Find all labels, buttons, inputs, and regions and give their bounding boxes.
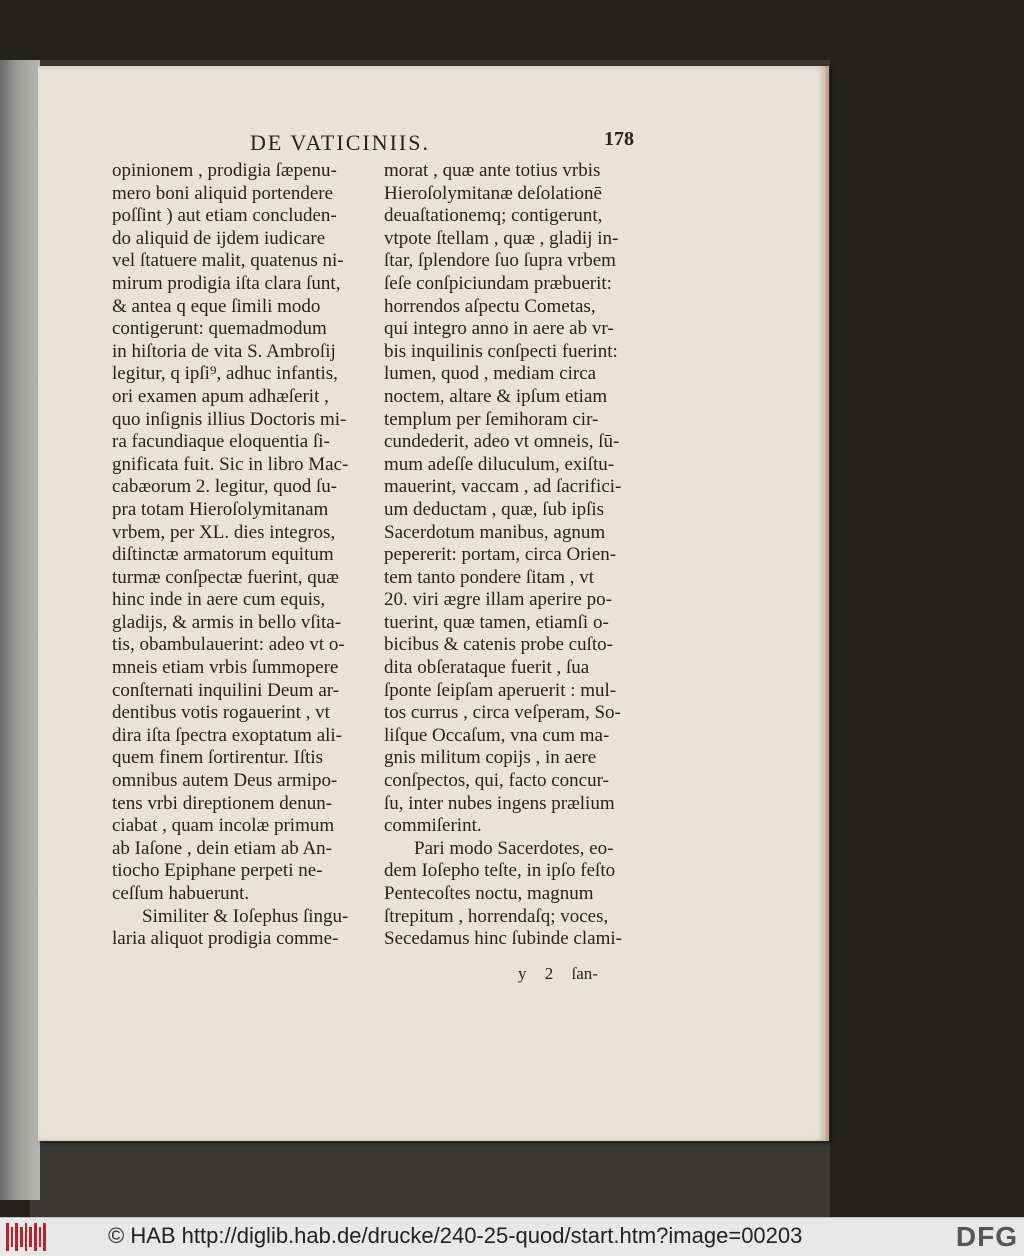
text-line: ceſſum habuerunt.: [112, 883, 250, 904]
text-line: mum adeſſe diluculum, exiſtu-: [384, 453, 615, 475]
text-line: gnificata fuit. Sic in libro Mac-: [112, 453, 349, 475]
text-line: cabæorum 2. legitur, quod ſu-: [112, 476, 338, 498]
text-line: ſu, inter nubes ingens prælium: [384, 792, 615, 814]
text-line: vel ſtatuere malit, quatenus ni-: [112, 250, 344, 272]
text-line: mero boni aliquid portendere: [112, 182, 334, 204]
text-line: vrbem, per XL. dies integros,: [112, 521, 336, 543]
text-line: & antea q eque ſimili modo: [112, 295, 321, 317]
text-line: ciabat , quam incolæ primum: [112, 815, 335, 837]
text-line: dira iſta ſpectra exoptatum ali-: [112, 724, 343, 746]
text-line: dentibus votis rogauerint , vt: [112, 702, 330, 724]
copyright-url-text: © HAB http://diglib.hab.de/drucke/240-25-quod/start.htm?image=00203: [108, 1223, 803, 1248]
text-line: qui integro anno in aere ab vr-: [384, 318, 614, 340]
text-line: conſpectos, qui, facto concur-: [384, 770, 609, 792]
text-line: Pentecoſtes noctu, magnum: [384, 883, 594, 904]
right-text-column: [384, 160, 646, 951]
signature-catchword-line: [518, 964, 598, 984]
text-line: omnibus autem Deus armipo-: [112, 770, 338, 792]
text-line: ſtar, ſplendore ſuo ſupra vrbem: [384, 250, 616, 272]
text-line: do aliquid de ijdem iudicare: [112, 227, 326, 249]
dfg-logo: DFG: [955, 1221, 1018, 1252]
text-line: horrendos aſpectu Cometas,: [384, 295, 596, 317]
text-line: ſponte ſeipſam aperuerit : mul-: [384, 679, 617, 701]
text-line: lumen, quod , mediam circa: [384, 363, 597, 385]
text-line: pra totam Hieroſolymitanam: [112, 498, 329, 520]
text-line: ſtrepitum , horrendaſq; voces,: [384, 905, 609, 927]
page-number: 178: [604, 128, 634, 150]
text-line: opinionem , prodigia ſæpenu-: [112, 160, 337, 181]
text-line: diſtinctæ armatorum equitum: [112, 544, 334, 566]
text-line: laria aliquot prodigia comme-: [112, 928, 339, 950]
text-line: quo inſignis illius Doctoris mi-: [112, 408, 347, 430]
text-line: quem finem ſortirentur. Iſtis: [112, 747, 324, 769]
text-line: ab Iaſone , dein etiam ab An-: [112, 837, 333, 859]
text-line: noctem, altare & ipſum etiam: [384, 385, 608, 407]
text-line: cundederit, adeo vt omneis, ſū-: [384, 431, 620, 453]
text-line: Secedamus hinc ſubinde clami-: [384, 928, 622, 950]
text-line: tens vrbi direptionem denun-: [112, 792, 333, 814]
text-line: in hiſtoria de vita S. Ambroſij: [112, 340, 336, 362]
text-line: deuaſtationemq; contigerunt,: [384, 205, 603, 227]
left-text-column: [112, 160, 374, 951]
text-line: contigerunt: quemadmodum: [112, 318, 327, 340]
text-line: ori examen apum adhæſerit ,: [112, 385, 329, 407]
previous-page-edge: [0, 60, 40, 1200]
text-line: turmæ conſpectæ fuerint, quæ: [112, 566, 339, 588]
text-line: Similiter & Ioſephus ſingu-: [142, 905, 349, 927]
text-line: liſque Occaſum, vna cum ma-: [384, 724, 610, 746]
text-line: tiocho Epiphane perpeti ne-: [112, 860, 323, 882]
text-line: poſſint ) aut etiam concluden-: [112, 205, 337, 227]
text-line: tis, obambulauerint: adeo vt o-: [112, 634, 345, 656]
text-line: um deductam , quæ, ſub ipſis: [384, 498, 605, 520]
text-line: bicibus & catenis probe cuſto-: [384, 634, 613, 656]
text-line: tuerint, quæ tamen, etiamſi o-: [384, 611, 609, 633]
text-line: mneis etiam vrbis ſummopere: [112, 657, 339, 679]
text-line: gladijs, & armis in bello vſita-: [112, 611, 342, 633]
text-line: morat , quæ ante totius vrbis: [384, 160, 601, 181]
text-line: Sacerdotum manibus, agnum: [384, 521, 606, 543]
text-line: vtpote ſtellam , quæ , gladij in-: [384, 227, 619, 249]
text-line: Pari modo Sacerdotes, eo-: [414, 837, 614, 859]
text-line: tos currus , circa veſperam, So-: [384, 702, 621, 724]
text-line: Hieroſolymitanæ deſolationē: [384, 182, 602, 204]
text-line: 20. viri ægre illam aperire po-: [384, 589, 612, 611]
text-line: ra facundiaque eloquentia ſi-: [112, 431, 330, 453]
text-line: tem tanto pondere ſitam , vt: [384, 566, 595, 588]
text-line: dita obſerataque fuerit , ſua: [384, 657, 590, 679]
text-line: gnis militum copijs , in aere: [384, 747, 597, 769]
text-line: bis inquilinis conſpecti fuerint:: [384, 340, 618, 362]
hab-logo-icon: [6, 1223, 46, 1251]
running-head: DE VATICINIIS.: [250, 130, 430, 155]
viewer-footer: [0, 1217, 1024, 1256]
text-line: pepererit: portam, circa Orien-: [384, 544, 617, 566]
text-line: mirum prodigia iſta clara ſunt,: [112, 272, 341, 294]
text-line: dem Ioſepho teſte, in ipſo feſto: [384, 860, 616, 882]
text-line: commiſerint.: [384, 815, 482, 837]
text-line: conſternati inquilini Deum ar-: [112, 679, 340, 701]
text-line: legitur, q ipſi⁹, adhuc infantis,: [112, 363, 338, 385]
text-line: ſeſe conſpiciundam præbuerit:: [384, 272, 612, 294]
text-line: hinc inde in aere cum equis,: [112, 589, 326, 611]
text-line: mauerint, vaccam , ad ſacrifici-: [384, 476, 622, 498]
catchword: ſan-: [571, 964, 598, 983]
signature-mark: y 2: [518, 964, 554, 983]
text-line: templum per ſemihoram cir-: [384, 408, 599, 430]
